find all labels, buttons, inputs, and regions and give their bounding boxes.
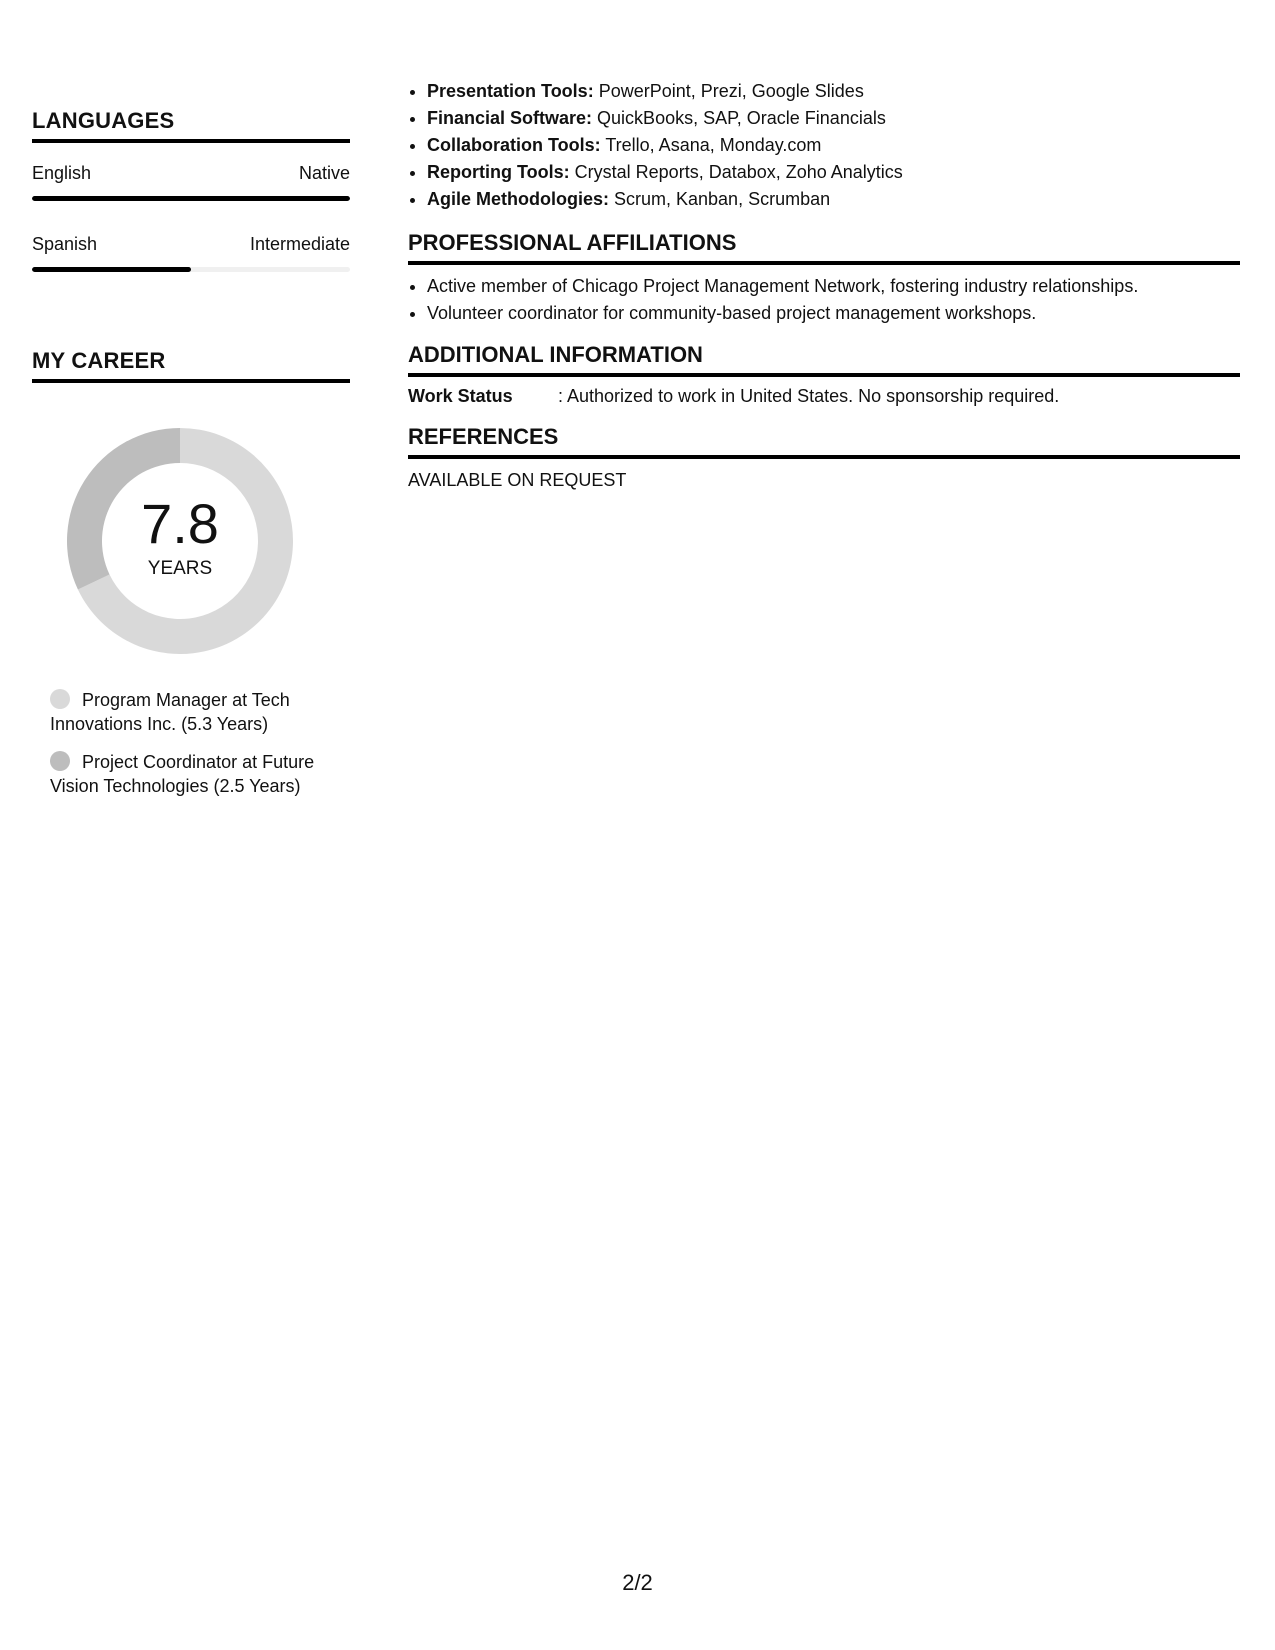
- language-row-english: [32, 163, 350, 184]
- language-bar-spanish: [32, 267, 350, 272]
- language-name: English: [32, 163, 92, 183]
- references-heading: REFERENCES: [408, 424, 1240, 459]
- additional-info-heading: ADDITIONAL INFORMATION: [408, 342, 1240, 377]
- career-section: [32, 348, 350, 796]
- language-row-spanish: [32, 234, 350, 255]
- languages-section: [32, 108, 350, 272]
- career-donut-chart: [67, 428, 293, 654]
- list-item: [427, 105, 903, 132]
- skill-value: Trello, Asana, Monday.com: [600, 135, 822, 155]
- legend-dot: [50, 751, 70, 771]
- list-item: [427, 159, 903, 186]
- career-legend: [50, 688, 340, 812]
- page-number: 2/2: [622, 1570, 653, 1595]
- language-name: Spanish: [32, 234, 98, 254]
- languages-heading: LANGUAGES: [32, 108, 350, 143]
- language-level: Intermediate: [249, 234, 350, 254]
- career-heading: MY CAREER: [32, 348, 350, 383]
- language-bar-fill: [32, 196, 350, 201]
- legend-label: Program Manager at Tech Innovations Inc. (5.3 Years): [50, 690, 290, 734]
- work-status-label: Work Status: [408, 386, 513, 406]
- language-bar-english: [32, 196, 350, 201]
- work-status-row: [408, 386, 1240, 407]
- skills-list: [408, 78, 903, 213]
- skill-name: Agile Methodologies:: [427, 189, 609, 209]
- skill-value: QuickBooks, SAP, Oracle Financials: [592, 108, 886, 128]
- skill-name: Collaboration Tools:: [427, 135, 601, 155]
- legend-dot: [50, 689, 70, 709]
- affiliations-heading: PROFESSIONAL AFFILIATIONS: [408, 230, 1240, 265]
- skill-name: Presentation Tools:: [427, 81, 594, 101]
- skill-name: Reporting Tools:: [427, 162, 570, 182]
- skill-value: PowerPoint, Prezi, Google Slides: [593, 81, 864, 101]
- legend-item-program-manager: [50, 688, 340, 736]
- additional-info-section: [408, 342, 1240, 407]
- career-total-value: 7.8: [141, 492, 219, 555]
- donut-center: [67, 428, 293, 654]
- legend-label: Project Coordinator at Future Vision Technologies (2.5 Years): [50, 752, 315, 796]
- skill-value: Crystal Reports, Databox, Zoho Analytics: [569, 162, 903, 182]
- list-item: [427, 186, 903, 213]
- skill-name: Financial Software:: [427, 108, 593, 128]
- skill-value: Scrum, Kanban, Scrumban: [609, 189, 831, 209]
- affiliations-section: [408, 230, 1240, 327]
- language-level: Native: [298, 163, 350, 183]
- list-item: [427, 78, 903, 105]
- list-item: [427, 132, 903, 159]
- language-bar-fill: [32, 267, 191, 272]
- references-text: AVAILABLE ON REQUEST: [408, 470, 627, 490]
- references-section: [408, 424, 1240, 491]
- list-item: • Volunteer coordinator for community-based project management workshops.: [427, 300, 1240, 327]
- career-total-unit: YEARS: [147, 558, 213, 579]
- affiliations-list: [408, 273, 1240, 327]
- legend-item-project-coordinator: [50, 750, 340, 798]
- work-status-value: : Authorized to work in United States. No sponsorship required.: [558, 386, 1060, 406]
- list-item: • Active member of Chicago Project Management Network, fostering industry relationships.: [427, 273, 1240, 300]
